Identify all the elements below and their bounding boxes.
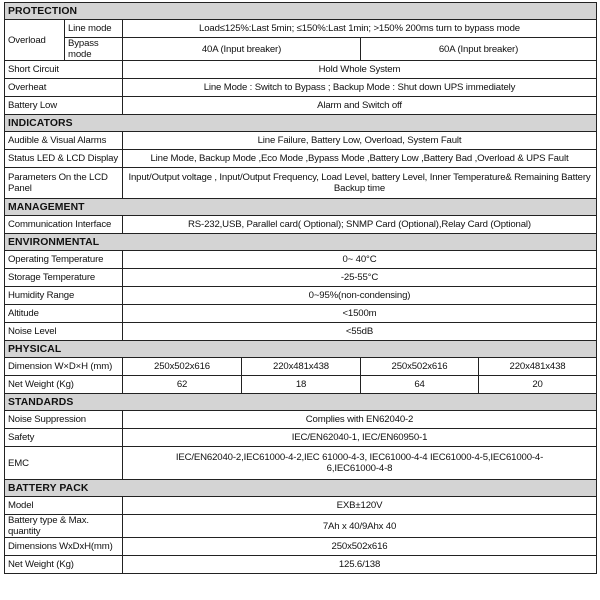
line-mode-value: Load≤125%:Last 5min; ≤150%:Last 1min; >150% 200ms turn to bypass mode bbox=[123, 20, 597, 38]
short-circuit-label: Short Circuit bbox=[5, 61, 123, 79]
spec-row-battery-weight bbox=[5, 556, 597, 574]
safety-value: IEC/EN62040-1, IEC/EN60950-1 bbox=[123, 429, 597, 447]
spec-row-dimension bbox=[5, 358, 597, 376]
battery-low-label: Battery Low bbox=[5, 97, 123, 115]
spec-row-model bbox=[5, 497, 597, 515]
communication-value: RS-232,USB, Parallel card( Optional); SNMP Card (Optional),Relay Card (Optional) bbox=[123, 216, 597, 234]
short-circuit-value: Hold Whole System bbox=[123, 61, 597, 79]
spec-row-lcd-parameters bbox=[5, 168, 597, 199]
bypass-value-1: 40A (Input breaker) bbox=[123, 38, 361, 61]
net-weight-label: Net Weight (Kg) bbox=[5, 376, 123, 394]
spec-table bbox=[4, 2, 597, 574]
spec-row-battery-type bbox=[5, 515, 597, 538]
humidity-value: 0~95%(non-condensing) bbox=[123, 287, 597, 305]
section-environmental bbox=[5, 234, 597, 251]
line-mode-label: Line mode bbox=[65, 20, 123, 38]
dimension-value: 220x481x438 bbox=[479, 358, 597, 376]
section-physical bbox=[5, 341, 597, 358]
section-battery-pack bbox=[5, 480, 597, 497]
spec-row-overload-line bbox=[5, 20, 597, 38]
spec-row-battery-dimensions bbox=[5, 538, 597, 556]
storage-temp-value: -25-55°C bbox=[123, 269, 597, 287]
spec-row-short-circuit bbox=[5, 61, 597, 79]
bypass-mode-label: Bypass mode bbox=[65, 38, 123, 61]
overheat-value: Line Mode : Switch to Bypass ; Backup Mode : Shut down UPS immediately bbox=[123, 79, 597, 97]
spec-row-noise-suppression bbox=[5, 411, 597, 429]
status-display-value: Line Mode, Backup Mode ,Eco Mode ,Bypass Mode ,Battery Low ,Battery Bad ,Overload & UPS Fault bbox=[123, 150, 597, 168]
spec-row-safety bbox=[5, 429, 597, 447]
section-title-environmental: ENVIRONMENTAL bbox=[5, 234, 597, 251]
battery-dimensions-label: Dimensions WxDxH(mm) bbox=[5, 538, 123, 556]
communication-label: Communication Interface bbox=[5, 216, 123, 234]
storage-temp-label: Storage Temperature bbox=[5, 269, 123, 287]
battery-low-value: Alarm and Switch off bbox=[123, 97, 597, 115]
battery-weight-value: 125.6/138 bbox=[123, 556, 597, 574]
section-title-standards: STANDARDS bbox=[5, 394, 597, 411]
net-weight-value: 20 bbox=[479, 376, 597, 394]
spec-row-altitude bbox=[5, 305, 597, 323]
noise-level-value: <55dB bbox=[123, 323, 597, 341]
spec-row-battery-low bbox=[5, 97, 597, 115]
status-display-label: Status LED & LCD Display bbox=[5, 150, 123, 168]
spec-row-operating-temp bbox=[5, 251, 597, 269]
safety-label: Safety bbox=[5, 429, 123, 447]
section-protection bbox=[5, 3, 597, 20]
battery-type-value: 7Ah x 40/9Ahx 40 bbox=[123, 515, 597, 538]
section-title-protection: PROTECTION bbox=[5, 3, 597, 20]
net-weight-value: 64 bbox=[361, 376, 479, 394]
spec-row-net-weight bbox=[5, 376, 597, 394]
dimension-label: Dimension W×D×H (mm) bbox=[5, 358, 123, 376]
dimension-value: 250x502x616 bbox=[123, 358, 242, 376]
battery-type-label: Battery type & Max. quantity bbox=[5, 515, 123, 538]
lcd-parameters-value: Input/Output voltage , Input/Output Frequency, Load Level, battery Level, Inner Temperature& Remaining Battery Backup time bbox=[123, 168, 597, 199]
dimension-value: 250x502x616 bbox=[361, 358, 479, 376]
operating-temp-value: 0~ 40°C bbox=[123, 251, 597, 269]
net-weight-value: 18 bbox=[242, 376, 361, 394]
overheat-label: Overheat bbox=[5, 79, 123, 97]
model-label: Model bbox=[5, 497, 123, 515]
emc-value: IEC/EN62040-2,IEC61000-4-2,IEC 61000-4-3, IEC61000-4-4 IEC61000-4-5,IEC61000-4-6,IEC61000-4-8 bbox=[123, 447, 597, 480]
spec-row-communication bbox=[5, 216, 597, 234]
emc-label: EMC bbox=[5, 447, 123, 480]
spec-row-overload-bypass bbox=[5, 38, 597, 61]
bypass-value-2: 60A (Input breaker) bbox=[361, 38, 597, 61]
spec-row-storage-temp bbox=[5, 269, 597, 287]
battery-weight-label: Net Weight (Kg) bbox=[5, 556, 123, 574]
section-standards bbox=[5, 394, 597, 411]
noise-level-label: Noise Level bbox=[5, 323, 123, 341]
spec-row-noise-level bbox=[5, 323, 597, 341]
altitude-value: <1500m bbox=[123, 305, 597, 323]
noise-suppression-label: Noise Suppression bbox=[5, 411, 123, 429]
alarms-label: Audible & Visual Alarms bbox=[5, 132, 123, 150]
humidity-label: Humidity Range bbox=[5, 287, 123, 305]
spec-row-emc bbox=[5, 447, 597, 480]
spec-row-alarms bbox=[5, 132, 597, 150]
lcd-parameters-label: Parameters On the LCD Panel bbox=[5, 168, 123, 199]
spec-row-humidity bbox=[5, 287, 597, 305]
net-weight-value: 62 bbox=[123, 376, 242, 394]
section-indicators bbox=[5, 115, 597, 132]
spec-row-overheat bbox=[5, 79, 597, 97]
section-management bbox=[5, 199, 597, 216]
spec-row-status-display bbox=[5, 150, 597, 168]
section-title-battery-pack: BATTERY PACK bbox=[5, 480, 597, 497]
section-title-indicators: INDICATORS bbox=[5, 115, 597, 132]
section-title-management: MANAGEMENT bbox=[5, 199, 597, 216]
dimension-value: 220x481x438 bbox=[242, 358, 361, 376]
section-title-physical: PHYSICAL bbox=[5, 341, 597, 358]
battery-dimensions-value: 250x502x616 bbox=[123, 538, 597, 556]
model-value: EXB±120V bbox=[123, 497, 597, 515]
overload-label: Overload bbox=[5, 20, 65, 61]
altitude-label: Altitude bbox=[5, 305, 123, 323]
alarms-value: Line Failure, Battery Low, Overload, System Fault bbox=[123, 132, 597, 150]
noise-suppression-value: Complies with EN62040-2 bbox=[123, 411, 597, 429]
operating-temp-label: Operating Temperature bbox=[5, 251, 123, 269]
